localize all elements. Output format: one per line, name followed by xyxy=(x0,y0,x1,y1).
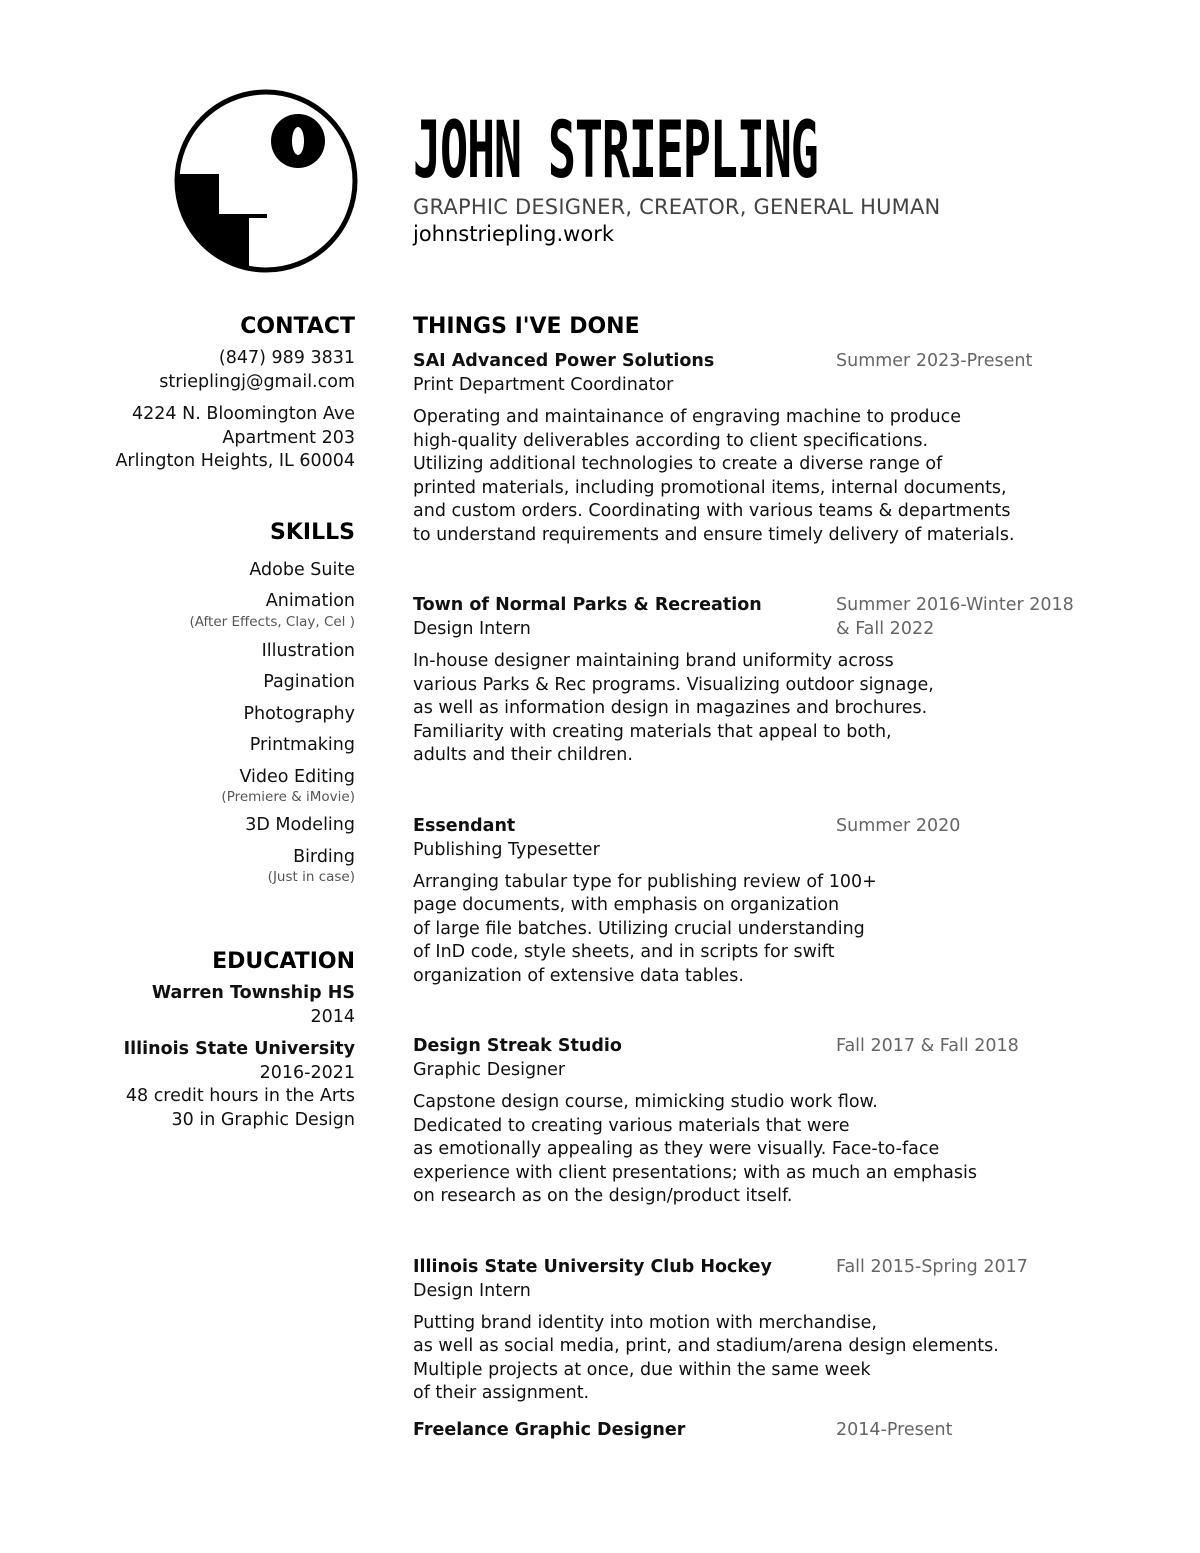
education-heading: EDUCATION xyxy=(212,949,355,974)
skill-item xyxy=(25,671,355,695)
skill-item xyxy=(25,590,355,631)
skill-note: (After Effects, Clay, Cel ) xyxy=(189,613,355,630)
website-link[interactable]: johnstriepling.work xyxy=(413,222,614,246)
job-entry xyxy=(413,1255,1133,1406)
contact-phone: (847) 989 3831 xyxy=(218,348,355,368)
job-date: Summer 2016-Winter 2018 xyxy=(836,595,1074,615)
job-role: Graphic Designer xyxy=(413,1060,566,1080)
skill-name: Animation xyxy=(265,591,355,611)
skill-item xyxy=(25,766,355,807)
job-company: Freelance Graphic Designer xyxy=(413,1419,686,1440)
name-title: JOHN STRIEPLING xyxy=(413,106,818,196)
job-company: SAI Advanced Power Solutions xyxy=(413,351,715,371)
skills-heading: SKILLS xyxy=(270,519,355,545)
skill-name: Photography xyxy=(243,703,355,724)
job-company: Essendant xyxy=(413,815,516,836)
job-entry xyxy=(413,593,1133,768)
skill-name: 3D Modeling xyxy=(245,815,355,835)
skill-item xyxy=(25,734,355,758)
skill-item xyxy=(25,640,355,664)
address-line: 4224 N. Bloomington Ave xyxy=(132,404,355,424)
contact-email[interactable]: strieplingj@gmail.com xyxy=(159,371,355,392)
job-entry xyxy=(413,1418,1133,1442)
address-line: Apartment 203 xyxy=(222,427,355,448)
skill-name: Printmaking xyxy=(249,735,355,755)
job-company: Illinois State University Club Hockey xyxy=(413,1256,772,1277)
job-role: Print Department Coordinator xyxy=(413,375,674,395)
skill-name: Birding xyxy=(293,846,355,867)
skill-name: Illustration xyxy=(261,640,355,661)
skill-name: Pagination xyxy=(263,672,355,692)
school-detail: 30 in Graphic Design xyxy=(171,1109,355,1130)
job-description: Operating and maintainance of engraving machine to produce high-quality deliverables according to client specifications. Utilizing additional technologies to create a diverse range of printed materials, including promotional items, internal documents, and custom orders. Coordinating with various teams & departments to understand requirements and ensure timely delivery of materials. xyxy=(413,407,1015,545)
job-description: Capstone design course, mimicking studio work flow. Dedicated to creating various materials that were as emotionally appealing as they were visually. Face-to-face experience with client presentations; with as much an emphasis on research as on the design/product itself. xyxy=(413,1092,977,1206)
skill-item xyxy=(25,846,355,887)
left-column xyxy=(25,313,355,1132)
job-description: Arranging tabular type for publishing review of 100+ page documents, with emphasis on organization of large file batches. Utilizing crucial understanding of InD code, style sheets, and in scripts for swift organization of extensive data tables. xyxy=(413,871,877,986)
job-role: Design Intern xyxy=(413,619,531,639)
job-date-extra: & Fall 2022 xyxy=(836,619,935,639)
job-description: In-house designer maintaining brand uniformity across various Parks & Rec programs. Visualizing outdoor signage, as well as information design in magazines and brochures. Familiarity with creating materials that appeal to both, adults and their children. xyxy=(413,651,934,765)
skill-name: Video Editing xyxy=(239,766,355,787)
school-entry xyxy=(25,1038,355,1132)
face-logo xyxy=(173,88,359,274)
school-entry xyxy=(25,982,355,1029)
skill-item xyxy=(25,703,355,727)
job-description: Putting brand identity into motion with merchandise, as well as social media, print, and stadium/arena design elements. Multiple projects at once, due within the same week of their assignment. xyxy=(413,1312,999,1403)
school-name: Warren Township HS xyxy=(151,983,355,1003)
job-role: Publishing Typesetter xyxy=(413,839,600,860)
school-detail: 2014 xyxy=(310,1006,355,1027)
job-date: 2014-Present xyxy=(836,1419,953,1440)
job-date: Summer 2023-Present xyxy=(836,351,1033,371)
contact-heading: CONTACT xyxy=(240,314,355,339)
skill-item xyxy=(25,559,355,583)
experience-section xyxy=(413,313,1133,1442)
subtitle: GRAPHIC DESIGNER, CREATOR, GENERAL HUMAN xyxy=(413,195,941,219)
school-name: Illinois State University xyxy=(123,1039,355,1059)
job-company: Design Streak Studio xyxy=(413,1036,622,1056)
skill-note: (Just in case) xyxy=(267,869,355,885)
skill-name: Adobe Suite xyxy=(249,559,355,580)
job-entry xyxy=(413,814,1133,989)
job-date: Fall 2017 & Fall 2018 xyxy=(836,1036,1019,1056)
address-line: Arlington Heights, IL 60004 xyxy=(115,451,355,471)
skill-note: (Premiere & iMovie) xyxy=(221,789,355,805)
job-date: Summer 2020 xyxy=(836,815,961,836)
job-role: Design Intern xyxy=(413,1280,531,1301)
school-detail: 48 credit hours in the Arts xyxy=(125,1086,355,1106)
school-detail: 2016-2021 xyxy=(259,1062,355,1083)
job-company: Town of Normal Parks & Recreation xyxy=(413,595,762,615)
experience-heading: THINGS I'VE DONE xyxy=(413,314,640,339)
job-entry xyxy=(413,349,1133,547)
job-date: Fall 2015-Spring 2017 xyxy=(836,1256,1028,1277)
skill-item xyxy=(25,814,355,838)
job-entry xyxy=(413,1034,1133,1209)
